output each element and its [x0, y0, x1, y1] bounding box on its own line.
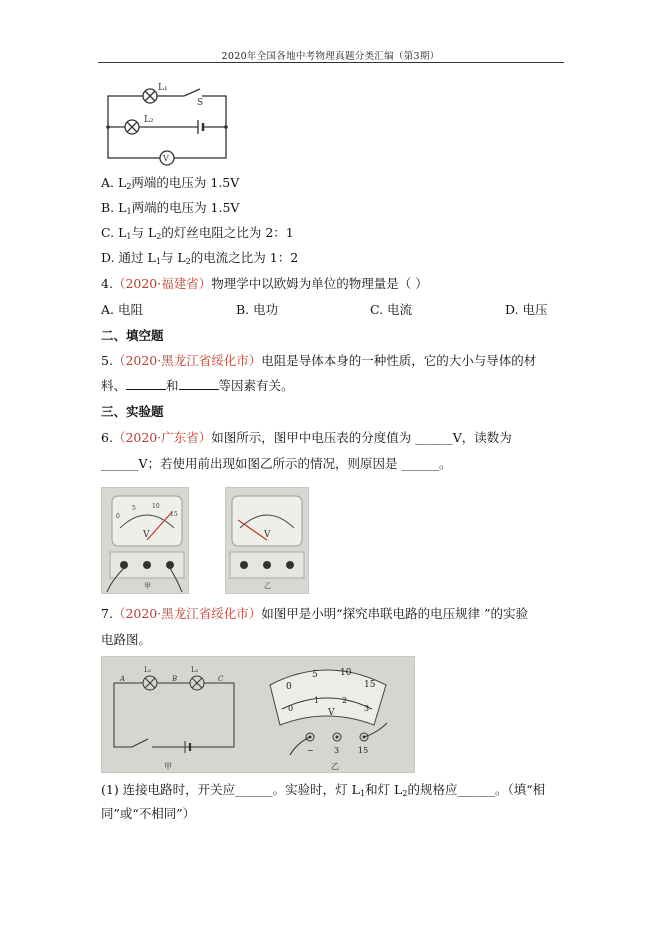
option-b: B. $L_1$两端的电压为 1.5V — [101, 200, 240, 216]
page-header: 2020年全国各地中考物理真题分类汇编（第3期） — [221, 51, 440, 62]
svg-text:10: 10 — [340, 668, 352, 678]
question-6-line2: ______V；若使用前出现如图乙所示的情况，则原因是 ______。 — [101, 456, 452, 471]
svg-text:A: A — [120, 675, 126, 683]
q4-option-a: A. 电阻 — [101, 302, 143, 317]
svg-text:2: 2 — [342, 696, 348, 705]
label-L1: L₁ — [158, 83, 168, 93]
svg-text:0: 0 — [288, 704, 294, 713]
meter-photo-jia — [101, 487, 189, 594]
svg-text:乙: 乙 — [264, 582, 271, 590]
section-experiment: 三、实验题 — [101, 404, 164, 419]
svg-text:10: 10 — [152, 503, 160, 510]
svg-text:0: 0 — [116, 513, 120, 520]
source-tag: （2020·黑龙江省绥化市） — [112, 353, 262, 368]
q4-option-d: D. 电压 — [505, 302, 548, 317]
svg-text:15: 15 — [358, 746, 369, 755]
meter-photo-yi — [225, 487, 309, 594]
svg-text:5: 5 — [312, 670, 318, 680]
section-fill-blank: 二、填空题 — [101, 328, 164, 343]
svg-text:V: V — [264, 530, 271, 540]
svg-text:3: 3 — [334, 746, 340, 755]
source-tag: （2020·黑龙江省绥化市） — [112, 606, 262, 621]
circuit-and-meter-photo — [101, 656, 415, 773]
svg-text:0: 0 — [286, 682, 292, 692]
svg-text:乙: 乙 — [331, 762, 339, 771]
svg-text:L₂: L₂ — [191, 666, 199, 674]
label-L2: L₂ — [144, 115, 154, 125]
svg-text:C: C — [218, 675, 224, 683]
circuit-diagram-top — [100, 80, 235, 166]
svg-text:15: 15 — [364, 680, 376, 690]
question-5: 5.（2020·黑龙江省绥化市）电阻是导体本身的一种性质，它的大小与导体的材 — [101, 353, 537, 368]
question-5-line2: 料、 和 等因素有关。 — [101, 378, 294, 393]
question-7: 7.（2020·黑龙江省绥化市）如图甲是小明“探究串联电路的电压规律 ”的实验 — [101, 606, 528, 621]
option-a: A. $L_2$两端的电压为 1.5V — [101, 175, 240, 191]
source-tag: （2020·福建省） — [112, 276, 212, 291]
svg-text:L₁: L₁ — [144, 666, 152, 674]
question-7-sub1-line2: 同”或“不相同”） — [101, 806, 196, 821]
svg-text:甲: 甲 — [144, 582, 151, 590]
question-7-sub1: (1) 连接电路时，开关应______。实验时，灯 $L_1$和灯 $L_2$的规格应______。（填“相 — [101, 782, 546, 798]
label-S: S — [197, 98, 204, 108]
q4-option-b: B. 电功 — [236, 302, 279, 317]
svg-text:甲: 甲 — [164, 762, 172, 771]
svg-text:V: V — [143, 530, 150, 540]
label-V: V — [163, 154, 169, 163]
question-7-line2: 电路图。 — [101, 632, 152, 647]
svg-text:−: − — [307, 746, 314, 755]
svg-text:B: B — [172, 675, 178, 683]
svg-text:3: 3 — [364, 704, 370, 713]
svg-text:V: V — [328, 708, 335, 718]
option-d: D. 通过 $L_1$与 $L_2$的电流之比为 1：2 — [101, 250, 299, 266]
svg-text:5: 5 — [132, 505, 136, 512]
q4-option-c: C. 电流 — [370, 302, 413, 317]
svg-text:15: 15 — [170, 511, 178, 518]
header-divider — [98, 62, 564, 63]
option-c: C. $L_1$与 $L_2$的灯丝电阻之比为 2：1 — [101, 225, 294, 241]
question-4: 4.（2020·福建省）物理学中以欧姆为单位的物理量是（ ） — [101, 276, 428, 291]
source-tag: （2020·广东省） — [112, 430, 212, 445]
svg-text:1: 1 — [314, 696, 320, 705]
question-6: 6.（2020·广东省）如图所示，图甲中电压表的分度值为 ______V，读数为 — [101, 430, 512, 445]
